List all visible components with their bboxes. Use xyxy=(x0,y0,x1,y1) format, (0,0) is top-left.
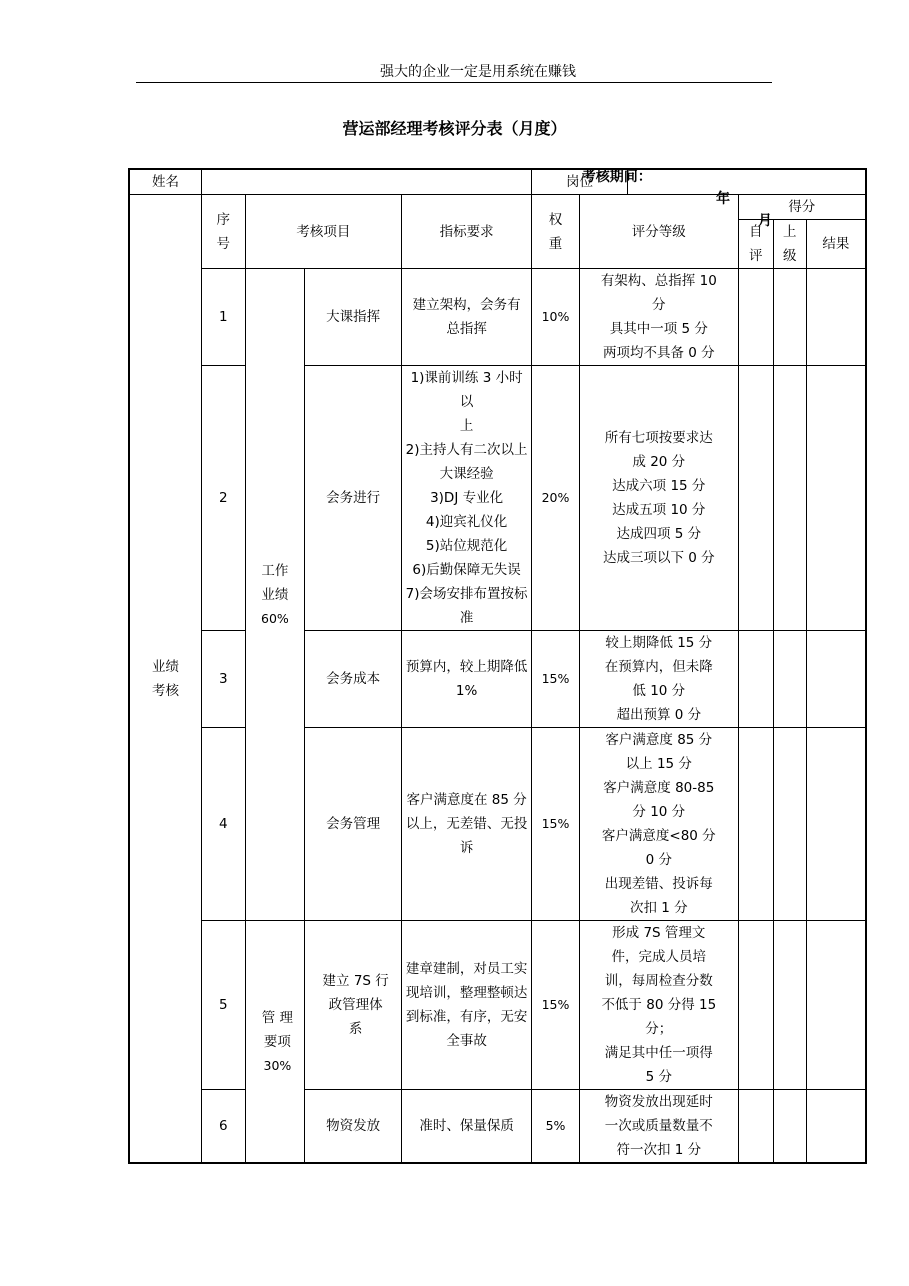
period-month-label: 月 xyxy=(758,213,772,229)
row-weight: 5% xyxy=(532,1090,580,1164)
cell-line: 较上期降低 15 分 xyxy=(605,635,713,651)
cell-line: 5 分 xyxy=(645,1069,672,1085)
result-score-cell[interactable] xyxy=(806,921,866,1090)
cell-line: 达成四项 5 分 xyxy=(616,526,702,542)
row-weight: 15% xyxy=(532,921,580,1090)
category-management: 管 理 要项 30% xyxy=(245,921,305,1164)
cell-line: 有架构、总指挥 10 xyxy=(600,273,717,289)
header-slogan: 强大的企业一定是用系统在赚钱 xyxy=(380,64,576,80)
cell-line: 5)站位规范化 xyxy=(425,538,508,554)
result-score-cell[interactable] xyxy=(806,366,866,631)
row-weight: 15% xyxy=(532,631,580,728)
cell-line: 3)DJ 专业化 xyxy=(430,490,504,506)
superior-score-cell[interactable] xyxy=(773,728,806,921)
cell-line: 达成六项 15 分 xyxy=(612,478,706,494)
cell-line: 客户满意度 80-85 xyxy=(603,780,715,796)
cell-line: 客户满意度 85 分 xyxy=(605,732,713,748)
cell-line: 1% xyxy=(455,683,478,699)
row-seq: 6 xyxy=(201,1090,245,1164)
table-row xyxy=(129,269,866,366)
cell-line: 所有七项按要求达 xyxy=(604,430,713,446)
cell-line: 一次或质量数量不 xyxy=(604,1118,713,1134)
cell-line: 建立 7S 行 xyxy=(322,973,389,989)
row-weight: 10% xyxy=(532,269,580,366)
result-score-cell[interactable] xyxy=(806,631,866,728)
self-score-cell[interactable] xyxy=(738,728,773,921)
cell-line: 件，完成人员培 xyxy=(611,949,707,965)
superior-score-cell[interactable] xyxy=(773,366,806,631)
cell-line: 成 20 分 xyxy=(632,454,686,470)
row-seq: 1 xyxy=(201,269,245,366)
cell-line: 以上 15 分 xyxy=(625,756,692,772)
document-title: 营运部经理考核评分表（月度） xyxy=(342,119,567,138)
table-row xyxy=(129,366,866,631)
cell-line: 政管理体 xyxy=(328,997,383,1013)
row-seq: 3 xyxy=(201,631,245,728)
row-requirement xyxy=(402,921,532,1090)
superior-score-cell[interactable] xyxy=(773,921,806,1090)
weight-header: 权重 xyxy=(532,195,580,269)
row-item: 物资发放 xyxy=(305,1090,402,1164)
result-score-header: 结果 xyxy=(806,220,866,269)
cell-line: 预算内，较上期降低 xyxy=(405,659,528,675)
seq-header: 序号 xyxy=(201,195,245,269)
cell-line: 分； xyxy=(645,1021,673,1037)
column-header-row xyxy=(129,195,866,220)
header-info-row xyxy=(129,169,866,195)
name-field[interactable] xyxy=(201,169,531,195)
row-seq: 2 xyxy=(201,366,245,631)
superior-score-cell[interactable] xyxy=(773,631,806,728)
cell-line: 诉 xyxy=(459,840,474,856)
cell-line: 符一次扣 1 分 xyxy=(616,1142,702,1158)
cell-line: 7)会场安排布置按标 xyxy=(405,586,528,602)
row-weight: 15% xyxy=(532,728,580,921)
period-year-label: 年 xyxy=(716,191,730,207)
cell-line: 出现差错、投诉每 xyxy=(604,876,713,892)
table-row xyxy=(129,728,866,921)
cell-line: 次扣 1 分 xyxy=(629,900,688,916)
row-item: 大课指挥 xyxy=(305,269,402,366)
self-score-cell[interactable] xyxy=(738,631,773,728)
cell-line: 超出预算 0 分 xyxy=(616,707,702,723)
superior-score-cell[interactable] xyxy=(773,269,806,366)
row-grading xyxy=(579,366,738,631)
table-row xyxy=(129,1090,866,1164)
cell-line: 客户满意度在 85 分 xyxy=(406,792,527,808)
cell-line: 不低于 80 分得 15 xyxy=(601,997,717,1013)
cell-line: 到标准，有序，无安 xyxy=(405,1009,528,1025)
cell-line: 以上，无差错、无投 xyxy=(405,816,528,832)
self-score-cell[interactable] xyxy=(738,269,773,366)
cell-line: 具其中一项 5 分 xyxy=(609,321,708,337)
row-item: 会务进行 xyxy=(305,366,402,631)
cell-line: 上 xyxy=(459,418,474,434)
row-requirement: 建立架构，会务有总指挥 xyxy=(402,269,532,366)
result-score-cell[interactable] xyxy=(806,1090,866,1164)
cell-line: 准 xyxy=(459,610,474,626)
cell-line: 建章建制，对员工实 xyxy=(405,961,528,977)
result-score-cell[interactable] xyxy=(806,269,866,366)
superior-score-cell[interactable] xyxy=(773,1090,806,1164)
cell-line: 在预算内，但未降 xyxy=(604,659,713,675)
row-grading xyxy=(579,921,738,1090)
cell-line: 现培训，整理整顿达 xyxy=(405,985,528,1001)
table-row xyxy=(129,631,866,728)
cell-line: 分 xyxy=(652,297,666,313)
cell-line: 0 分 xyxy=(645,852,672,868)
self-score-header: 自评 xyxy=(738,220,773,269)
row-requirement xyxy=(402,366,532,631)
row-grading xyxy=(579,1090,738,1164)
cell-line: 客户满意度<80 分 xyxy=(601,828,716,844)
cell-line: 低 10 分 xyxy=(632,683,686,699)
row-item: 会务管理 xyxy=(305,728,402,921)
period-label: 考核期间： xyxy=(581,169,652,185)
requirement-header: 指标要求 xyxy=(402,195,532,269)
cell-line: 两项均不具备 0 分 xyxy=(602,345,715,361)
evaluation-table xyxy=(128,168,867,1164)
cell-line: 满足其中任一项得 xyxy=(604,1045,713,1061)
cell-line: 达成五项 10 分 xyxy=(612,502,706,518)
score-header: 得分 xyxy=(738,195,866,220)
self-score-cell[interactable] xyxy=(738,366,773,631)
item-header: 考核项目 xyxy=(245,195,402,269)
row-requirement xyxy=(402,631,532,728)
cell-line: 大课经验 xyxy=(439,466,494,482)
row-weight: 20% xyxy=(532,366,580,631)
cell-line: 训，每周检查分数 xyxy=(604,973,713,989)
self-score-cell[interactable] xyxy=(738,1090,773,1164)
cell-line: 形成 7S 管理文 xyxy=(612,925,706,941)
self-score-cell[interactable] xyxy=(738,921,773,1090)
cell-line: 1)课前训练 3 小时以 xyxy=(410,370,523,410)
superior-score-header: 上级 xyxy=(773,220,806,269)
row-item xyxy=(305,921,402,1090)
cell-line: 达成三项以下 0 分 xyxy=(602,550,715,566)
row-seq: 4 xyxy=(201,728,245,921)
category-performance: 工作业绩 60% xyxy=(245,269,305,921)
name-label: 姓名 xyxy=(129,169,201,195)
cell-line: 全事故 xyxy=(446,1033,487,1049)
cell-line: 物资发放出现延时 xyxy=(604,1094,713,1110)
grading-header: 评分等级 xyxy=(579,195,738,269)
position-label: 岗位 xyxy=(532,169,628,195)
table-row xyxy=(129,921,866,1090)
running-header xyxy=(136,62,772,83)
row-grading xyxy=(579,269,738,366)
row-requirement xyxy=(402,728,532,921)
cell-line: 4)迎宾礼仪化 xyxy=(425,514,508,530)
cell-line: 系 xyxy=(348,1021,363,1037)
row-requirement: 准时、保量保质 xyxy=(402,1090,532,1164)
cell-line: 分 10 分 xyxy=(632,804,686,820)
row-seq: 5 xyxy=(201,921,245,1090)
row-grading xyxy=(579,631,738,728)
cell-line: 6)后勤保障无失误 xyxy=(412,562,521,578)
cell-line: 2)主持人有二次以上 xyxy=(405,442,528,458)
result-score-cell[interactable] xyxy=(806,728,866,921)
row-item: 会务成本 xyxy=(305,631,402,728)
position-field[interactable] xyxy=(627,169,866,195)
section-label: 业绩考核 xyxy=(129,195,201,1164)
row-grading xyxy=(579,728,738,921)
